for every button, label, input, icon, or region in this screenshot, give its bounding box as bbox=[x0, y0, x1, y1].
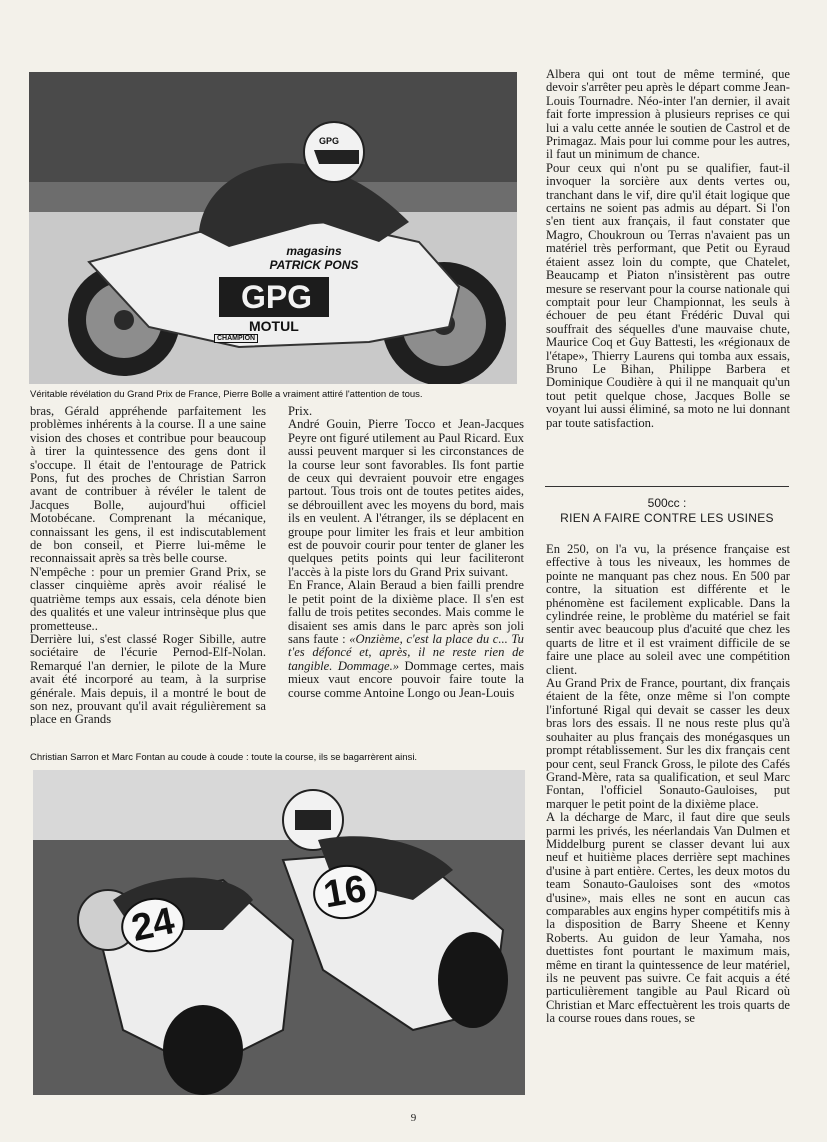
fairing-logo: GPG bbox=[240, 279, 313, 315]
paragraph: bras, Gérald appréhende parfaitement les problèmes inhérents à la course. Il a une saine vision des choses et contribue pour beaucoup à tirer la quintessence des gens dont il s'occupe. Il était de l'entourage de Patrick Pons, fut des proches de Christian Sarron avant de contribuer à révéler le talent de Jacques Bolle, aujourd'hui officiel Motobécane. Comprenant la mécanique, connaissant les gens, il est indiscutablement de bon conseil, et Pierre lui-même le reconnaissait après sa très belle course. bbox=[30, 404, 266, 566]
section-heading-line2: RIEN A FAIRE CONTRE LES USINES bbox=[560, 511, 774, 525]
caption-top-photo: Véritable révélation du Grand Prix de France, Pierre Bolle a vraiment attiré l'attention de tous. bbox=[30, 389, 423, 400]
motorcycle-illustration bbox=[29, 72, 517, 384]
paragraph bbox=[288, 579, 524, 700]
paragraph: Pour ceux qui n'ont pu se qualifier, faut-il invoquer la sorcière aux dents vertes ou, tranchant dans le vif, dire qu'il était logique que certains ne soient pas admis au départ. Si l'on s'en tient aux français, il faut constater que Magro, Choukroun ou Terras n'avaient pas un matériel très performant, que Petit ou Eyraud étaient assez loin du compte, que Chatelet, Beaucamp et Piaton n'insistèrent pas outre mesure se reservant pour la course nationale qui comptait pour leur Championnat, les seuls à échouer de peu étant Frédéric Duval qui souffrait des séquelles d'une mauvaise chute, Maurice Coq et Guy Battesti, les «régionaux de l'étape», Thierry Laurens qui tomba aux essais, Bruno Le Bihan, Philippe Barbera et Dominique Coudière à qui il ne manquait qu'un tout petit quelque chose, Jacques Bolle se voyant lui aussi éliminé, sa moto ne lui donnant par toute satisfaction. bbox=[546, 160, 790, 430]
paragraph: Derrière lui, s'est classé Roger Sibille, autre sociétaire de l'écurie Pernod-Elf-Nolan. Remarqué l'an dernier, le pilote de la Mure avait été incorporé au team, à la surprise générale. Mais depuis, il a montré le bout de son nez, prouvant qu'il avait régulièrement sa place en Grands bbox=[30, 631, 266, 727]
text-run: Dommage certes, mais mieux vaut encore pouvoir faire toute la course comme Antoine Longo ou Jean-Louis bbox=[288, 658, 525, 700]
paragraph: André Gouin, Pierre Tocco et Jean-Jacques Peyre ont figuré utilement au Paul Ricard. Eux aussi peuvent marquer si les circonstances de la course leur sont favorables. Ils font partie de ceux qui devraient pouvoir etre engages partout. Tous trois ont de toutes petites aides, se débrouillent avec les moyens du bord, mais ils en veulent. A l'étranger, ils se déplacent en groupe pour limiter les frais et leur ambition est de pouvoir courir pour tenter de glaner les quelques petits points qui leur faciliteront l'accès à la piste lors du Grand Prix suivant. bbox=[288, 417, 524, 579]
caption-bottom-photo: Christian Sarron et Marc Fontan au coude à coude : toute la course, ils se bagarrèrent ainsi. bbox=[30, 752, 418, 763]
article-column-3-bottom bbox=[546, 543, 790, 1026]
paragraph: N'empêche : pour un premier Grand Prix, se classer cinquième après avoir réalisé le quatrième temps aux essais, cela dénote bien des qualités et une valeur intrinsèque plus que prometteuse.. bbox=[30, 564, 266, 633]
quote: «Onzième, c'est la place du c... Tu t'es défoncé et, après, il ne reste rien de tangible. Dommage.» bbox=[288, 631, 524, 673]
fairing-text: magasins PATRICK PONS bbox=[269, 244, 359, 272]
race-number-24: 24 bbox=[116, 892, 190, 958]
section-heading bbox=[545, 486, 789, 526]
paragraph: Au Grand Prix de France, pourtant, dix français étaient de la fête, onze même si l'on compte l'infortuné Rigal qui devait se casser les deux bras lors des essais. Il ne nous reste plus qu'à souhaiter au plus français des monégasques un prompt rétablissement. Sur les dix français cent pour cent, seul Franck Gross, le pilote des Cafés Grand-Mère, rata sa qualification, et seul Marc Fontan, l'officiel Sonauto-Gauloises, put marquer le petit point de la dixième place. bbox=[546, 676, 790, 811]
helmet-text: GPG bbox=[319, 136, 340, 146]
sponsor-champion: CHAMPION bbox=[214, 334, 258, 343]
paragraph: Prix. bbox=[288, 404, 313, 418]
motorcycles-illustration bbox=[33, 770, 525, 1095]
race-number-16: 16 bbox=[309, 860, 381, 924]
photo-pierre-bolle bbox=[29, 72, 517, 384]
photo-sarron-fontan bbox=[33, 770, 525, 1095]
paragraph: Albera qui ont tout de même terminé, que devoir s'arrêter peu après le départ comme Jean-Louis Tournadre. Néo-inter l'an dernier, il avait fait forte impression à plusieurs reprises ce qui lui a valu cette année le soutien de Castrol et de Primagaz. Mais pour lui comme pour les autres, il faut un minimum de chance. bbox=[546, 67, 790, 162]
text-run: En France, Alain Beraud a bien failli prendre le petit point de la dixième place. Il s'en est fallu de trois petites secondes. Mais comme le disaient ses amis dans le parc après son joli sans faute : bbox=[288, 578, 524, 646]
article-column-2 bbox=[288, 405, 524, 700]
paragraph: A la décharge de Marc, il faut dire que seuls parmi les privés, les néerlandais Van Dulmen et Middelburg purent se classer devant lui aux neuf et huitième places derrière sept machines d'usine à part entière. Certes, les deux motos du team Sonauto-Gauloises sont des «motos d'usine», mais elles ne sont en aucun cas comparables aux engins hyper compétitifs mis à la disposition de Barry Sheene et Kenny Roberts. Au guidon de leur Yamaha, nos duettistes font pourtant le maximum mais, même en tirant la quintessence de leur matériel, ils ne peuvent pas suivre. Ce fait acquis a été particulièrement tangible au Paul Ricard où Christian et Marc effectuèrent les trois quarts de la course roues dans roues, se bbox=[546, 810, 790, 1026]
article-column-3-top bbox=[546, 68, 790, 430]
section-heading-line1: 500cc : bbox=[647, 496, 687, 510]
sponsor-motul: MOTUL bbox=[249, 318, 299, 334]
article-column-1 bbox=[30, 405, 266, 727]
paragraph: En 250, on l'a vu, la présence française est effective à tous les niveaux, les hommes de pointe ne manquant pas chez nous. En 500 par contre, la situation est différente et le phénomène est facilement explicable. Dans la cylindrée reine, le problème du matériel se fait sentir avec beaucoup plus d'acuité que chez les quarts de litre et il est vraiment difficile de se faire une place au soleil avec une compétition client. bbox=[546, 542, 790, 677]
page-number: 9 bbox=[410, 1112, 417, 1124]
